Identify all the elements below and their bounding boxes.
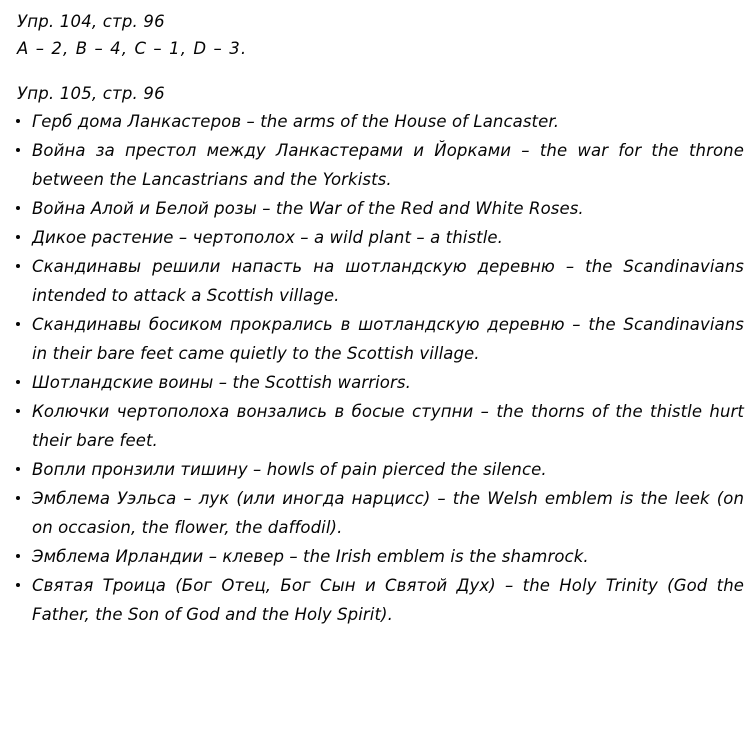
answer-item-howls-pierced-silence [8,455,744,484]
bullet-icon [16,496,20,500]
bullet-icon [16,322,20,326]
bullet-icon [16,583,20,587]
answer-item-text: Эмблема Уэльса – лук (или иногда нарцисс) – the Welsh emblem is the leek (on on occasion, the flower, the daffodil). [32,489,744,537]
bullet-icon [16,380,20,384]
bullet-icon [16,206,20,210]
answer-item-scottish-warriors [8,368,744,397]
answer-item-text: Война Алой и Белой розы – the War of the Red and White Roses. [32,199,584,218]
bullet-icon [16,119,20,123]
answer-item-war-for-throne [8,136,744,194]
bullet-icon [16,554,20,558]
exercise-104-answer: A – 2, B – 4, C – 1, D – 3. [17,39,248,58]
exercise-105-heading: Упр. 105, стр. 96 [17,84,165,103]
section-spacer [8,63,744,80]
answer-item-lancaster-arms [8,107,744,136]
answer-item-text: Скандинавы решили напасть на шотландскую деревню – the Scandinavians intended to attack a Scottish village. [32,257,744,305]
answer-item-thistle-thorns [8,397,744,455]
answer-item-text: Война за престол между Ланкастерами и Йорками – the war for the throne between the Lancastrians and the Yorkists. [32,141,744,189]
answer-item-text: Святая Троица (Бог Отец, Бог Сын и Святой Дух) – the Holy Trinity (God the Father, the Son of God and the Holy Spirit). [32,576,744,624]
answer-item-text: Скандинавы босиком прокрались в шотландскую деревню – the Scandinavians in their bare feet came quietly to the Scottish village. [32,315,744,363]
answer-item-scandinavians-attack [8,252,744,310]
answer-item-war-of-roses [8,194,744,223]
answer-item-wild-plant-thistle [8,223,744,252]
answer-item-text: Колючки чертополоха вонзались в босые ступни – the thorns of the thistle hurt their bare feet. [32,402,744,450]
exercise-104-heading: Упр. 104, стр. 96 [17,12,165,31]
answer-item-text: Дикое растение – чертополох – a wild plant – a thistle. [32,228,503,247]
answer-item-text: Эмблема Ирландии – клевер – the Irish emblem is the shamrock. [32,547,589,566]
bullet-icon [16,409,20,413]
exercise-105-answer-list [8,107,744,629]
answer-item-text: Вопли пронзили тишину – howls of pain pierced the silence. [32,460,547,479]
bullet-icon [16,467,20,471]
answer-item-irish-emblem [8,542,744,571]
answer-item-holy-trinity [8,571,744,629]
answer-item-scandinavians-barefoot [8,310,744,368]
answer-item-welsh-emblem [8,484,744,542]
answer-item-text: Герб дома Ланкастеров – the arms of the House of Lancaster. [32,112,560,131]
bullet-icon [16,235,20,239]
answer-item-text: Шотландские воины – the Scottish warriors. [32,373,411,392]
bullet-icon [16,148,20,152]
bullet-icon [16,264,20,268]
